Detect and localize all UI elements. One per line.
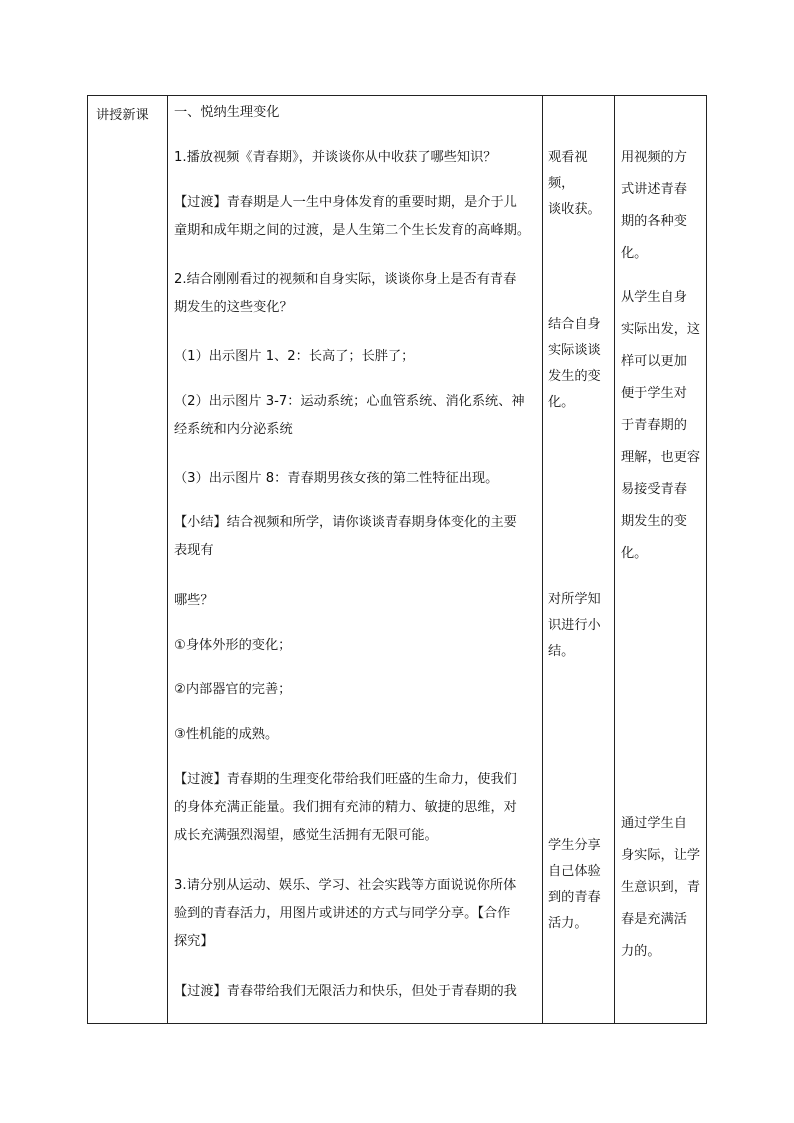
transition-2: 【过渡】青春期的生理变化带给我们旺盛的生命力，使我们 的身体充满正能量。我们拥有充沛的精力、敏捷的思维，对 成长充满强烈渴望，感觉生活拥有无限可能。: [174, 772, 517, 843]
design-intent-1: 用视频的方 式讲述青春 期的各种变 化。: [621, 150, 687, 261]
point-3: ③性机能的成熟。: [174, 727, 279, 742]
student-activity-4: 学生分享 自己体验 到的青春 活力。: [548, 838, 601, 931]
transition-3: 【过渡】青春带给我们无限活力和快乐，但处于青春期的我: [174, 984, 517, 999]
transition-1: 【过渡】青春期是人一生中身体发育的重要时期，是介于儿 童期和成年期之间的过渡，是人生第二个生长发育的高峰期。: [174, 195, 531, 238]
activity-item-1: 1.播放视频《青春期》，并谈谈你从中收获了哪些知识？: [174, 150, 497, 165]
section-heading: 一、悦纳生理变化: [174, 105, 280, 120]
student-activity-2: 结合自身 实际谈谈 发生的变 化。: [548, 317, 601, 410]
design-intent-2: 从学生自身 实际出发，这 样可以更加 便于学生对 于青春期的 理解，也更容 易接受青春 期发生的变 化。: [621, 290, 701, 561]
stage-label: 讲授新课: [96, 108, 149, 123]
student-activity-1: 观看视频， 谈收获。: [548, 150, 601, 217]
lesson-table: [87, 95, 707, 1024]
column-divider-1: [167, 96, 168, 1023]
sub-item-3: （3）出示图片 8：青春期男孩女孩的第二性特征出现。: [174, 471, 499, 486]
column-divider-2: [542, 96, 543, 1023]
activity-item-3: 3.请分别从运动、娱乐、学习、社会实践等方面说说你所体 验到的青春活力，用图片或讲述的方式与同学分享。【合作 探究】: [174, 878, 517, 949]
student-activity-3: 对所学知 识进行小 结。: [548, 592, 601, 659]
summary: 【小结】结合视频和所学，请你谈谈青春期身体变化的主要 表现有: [174, 515, 517, 558]
sub-item-1: （1）出示图片 1、2：长高了；长胖了；: [174, 349, 415, 364]
column-divider-3: [614, 96, 615, 1023]
point-1: ①身体外形的变化；: [174, 638, 292, 653]
summary-continued: 哪些？: [174, 593, 214, 608]
design-intent-3: 通过学生自 身实际，让学 生意识到，青 春是充满活 力的。: [621, 816, 701, 959]
activity-item-2: 2.结合刚刚看过的视频和自身实际，谈谈你身上是否有青春 期发生的这些变化？: [174, 272, 517, 315]
point-2: ②内部器官的完善；: [174, 682, 292, 697]
sub-item-2: （2）出示图片 3-7：运动系统；心血管系统、消化系统、神 经系统和内分泌系统: [174, 394, 525, 437]
